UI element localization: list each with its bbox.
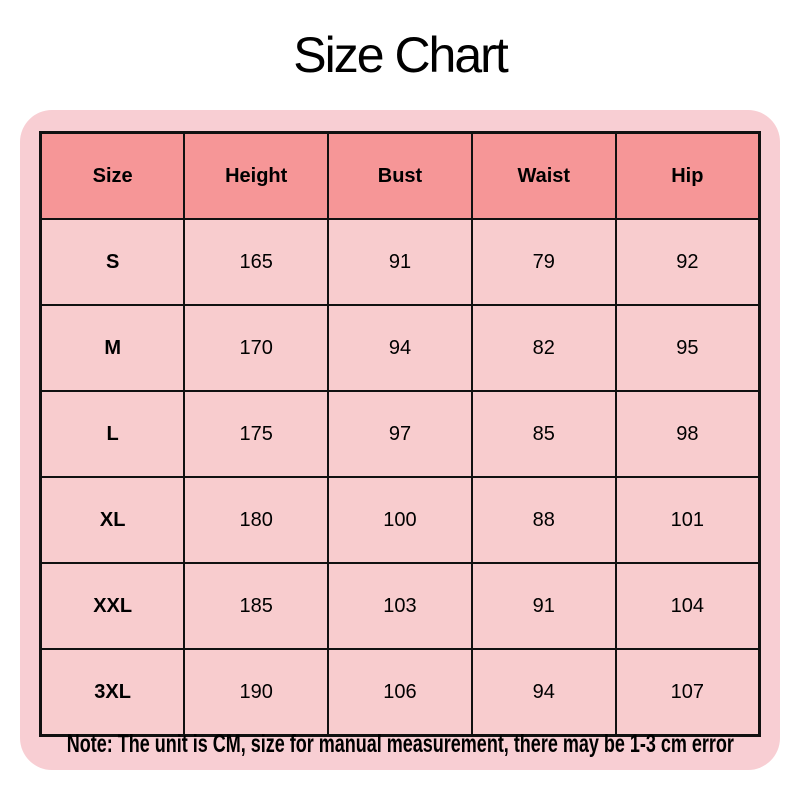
table-cell: 95 <box>616 305 760 391</box>
table-cell: 185 <box>184 563 328 649</box>
table-cell: 107 <box>616 649 760 736</box>
header-cell-waist: Waist <box>472 133 616 220</box>
size-table <box>39 131 761 737</box>
table-cell: 94 <box>472 649 616 736</box>
table-cell: 190 <box>184 649 328 736</box>
header-row <box>41 133 760 220</box>
measurement-note: Note: The unit is CM, size for manual measurement, there may be 1-3 cm error <box>66 730 734 758</box>
table-cell: 82 <box>472 305 616 391</box>
size-cell: XXL <box>41 563 185 649</box>
table-cell: 104 <box>616 563 760 649</box>
size-chart-panel <box>20 110 780 770</box>
table-row-xl <box>41 477 760 563</box>
page-title: Size Chart <box>293 27 507 83</box>
table-cell: 180 <box>184 477 328 563</box>
table-cell: 100 <box>328 477 472 563</box>
table-cell: 103 <box>328 563 472 649</box>
table-cell: 91 <box>472 563 616 649</box>
table-cell: 97 <box>328 391 472 477</box>
table-cell: 98 <box>616 391 760 477</box>
table-row-xxl <box>41 563 760 649</box>
table-cell: 92 <box>616 219 760 305</box>
size-cell: 3XL <box>41 649 185 736</box>
header-cell-hip: Hip <box>616 133 760 220</box>
size-cell: L <box>41 391 185 477</box>
table-cell: 91 <box>328 219 472 305</box>
table-cell: 88 <box>472 477 616 563</box>
table-cell: 94 <box>328 305 472 391</box>
size-table-body <box>41 219 760 736</box>
header-cell-bust: Bust <box>328 133 472 220</box>
size-table-header <box>41 133 760 220</box>
size-cell: S <box>41 219 185 305</box>
table-row-s <box>41 219 760 305</box>
table-cell: 165 <box>184 219 328 305</box>
table-cell: 101 <box>616 477 760 563</box>
header-cell-height: Height <box>184 133 328 220</box>
size-cell: XL <box>41 477 185 563</box>
table-cell: 85 <box>472 391 616 477</box>
title-bar <box>0 0 800 110</box>
size-cell: M <box>41 305 185 391</box>
table-row-m <box>41 305 760 391</box>
header-cell-size: Size <box>41 133 185 220</box>
table-cell: 170 <box>184 305 328 391</box>
note-bar <box>20 719 780 770</box>
table-cell: 79 <box>472 219 616 305</box>
table-row-l <box>41 391 760 477</box>
table-cell: 106 <box>328 649 472 736</box>
table-cell: 175 <box>184 391 328 477</box>
